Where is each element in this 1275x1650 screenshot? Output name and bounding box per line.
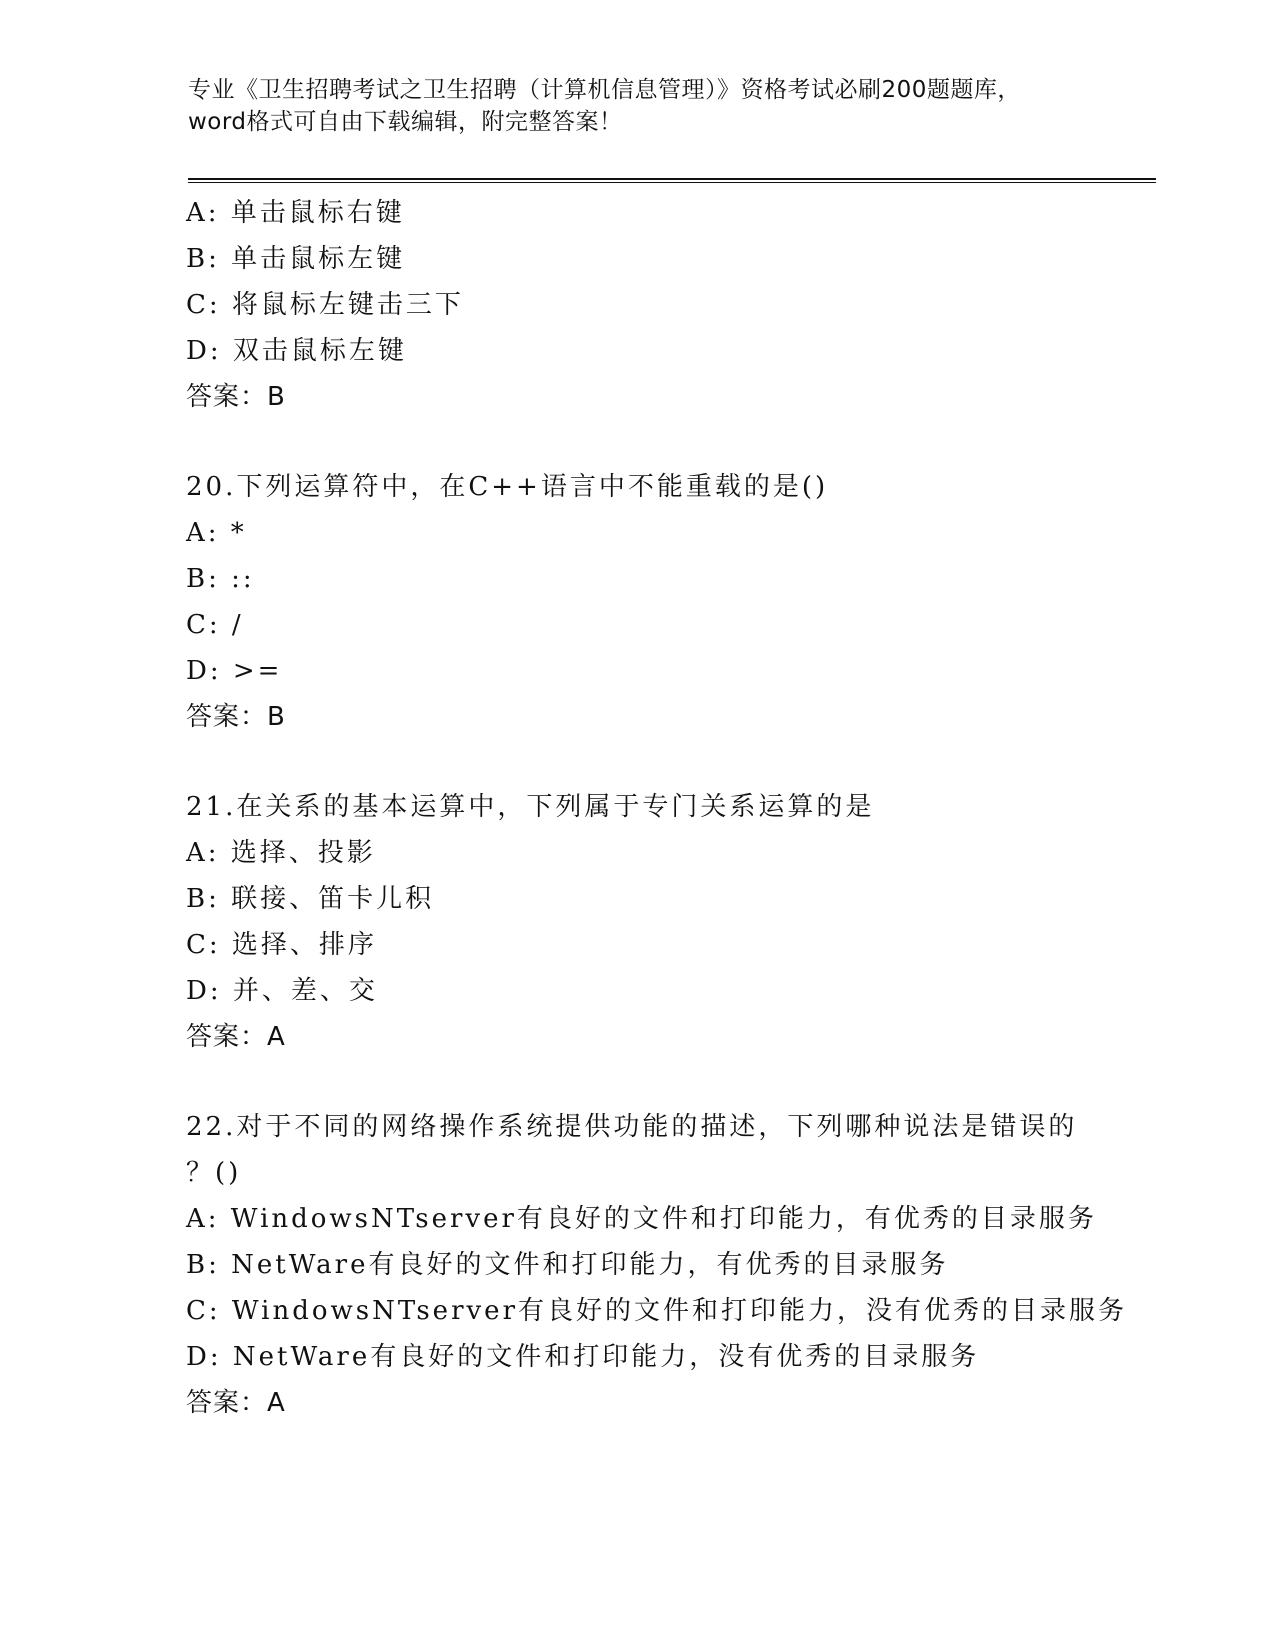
option-d: D: 双击鼠标左键 xyxy=(186,336,407,366)
option-a: A: WindowsNTserver有良好的文件和打印能力，有优秀的目录服务 xyxy=(186,1204,1097,1234)
spacer xyxy=(186,420,1186,464)
option-b: B: 单击鼠标左键 xyxy=(186,244,406,274)
question-text-line-1: 22.对于不同的网络操作系统提供功能的描述，下列哪种说法是错误的 xyxy=(186,1112,1078,1142)
spacer xyxy=(186,740,1186,784)
option-b: B: :: xyxy=(186,564,255,594)
option-b: B: 联接、笛卡儿积 xyxy=(186,884,435,914)
option-d: D: 并、差、交 xyxy=(186,976,378,1006)
answer: 答案：B xyxy=(186,382,286,412)
question-20 xyxy=(186,464,1186,740)
option-d: D: NetWare有良好的文件和打印能力，没有优秀的目录服务 xyxy=(186,1342,980,1372)
question-text: 21.在关系的基本运算中，下列属于专门关系运算的是 xyxy=(186,792,875,822)
option-d: D: >= xyxy=(186,656,283,686)
page-header xyxy=(188,74,1088,138)
question-19 xyxy=(186,190,1186,420)
option-c: C: 将鼠标左键击三下 xyxy=(186,290,464,320)
option-a: A: 选择、投影 xyxy=(186,838,376,868)
header-title-line-1: 专业《卫生招聘考试之卫生招聘（计算机信息管理）》资格考试必刷200题题库， xyxy=(188,77,1021,103)
option-b: B: NetWare有良好的文件和打印能力，有优秀的目录服务 xyxy=(186,1250,949,1280)
header-divider-thin xyxy=(188,182,1156,183)
header-title-line-2: word格式可自由下载编辑，附完整答案！ xyxy=(188,109,623,135)
option-c: C: WindowsNTserver有良好的文件和打印能力，没有优秀的目录服务 xyxy=(186,1296,1128,1326)
question-22 xyxy=(186,1104,1186,1426)
answer: 答案：B xyxy=(186,702,286,732)
option-c: C: / xyxy=(186,610,244,640)
option-a: A: * xyxy=(186,518,247,548)
header-divider-thick xyxy=(188,178,1156,180)
option-c: C: 选择、排序 xyxy=(186,930,377,960)
question-text: 20.下列运算符中，在C++语言中不能重载的是() xyxy=(186,472,829,502)
question-text-line-2: ？() xyxy=(186,1158,242,1188)
question-21 xyxy=(186,784,1186,1060)
option-a: A: 单击鼠标右键 xyxy=(186,198,405,228)
answer: 答案：A xyxy=(186,1022,286,1052)
answer: 答案：A xyxy=(186,1388,286,1418)
question-list xyxy=(186,190,1186,1426)
spacer xyxy=(186,1060,1186,1104)
